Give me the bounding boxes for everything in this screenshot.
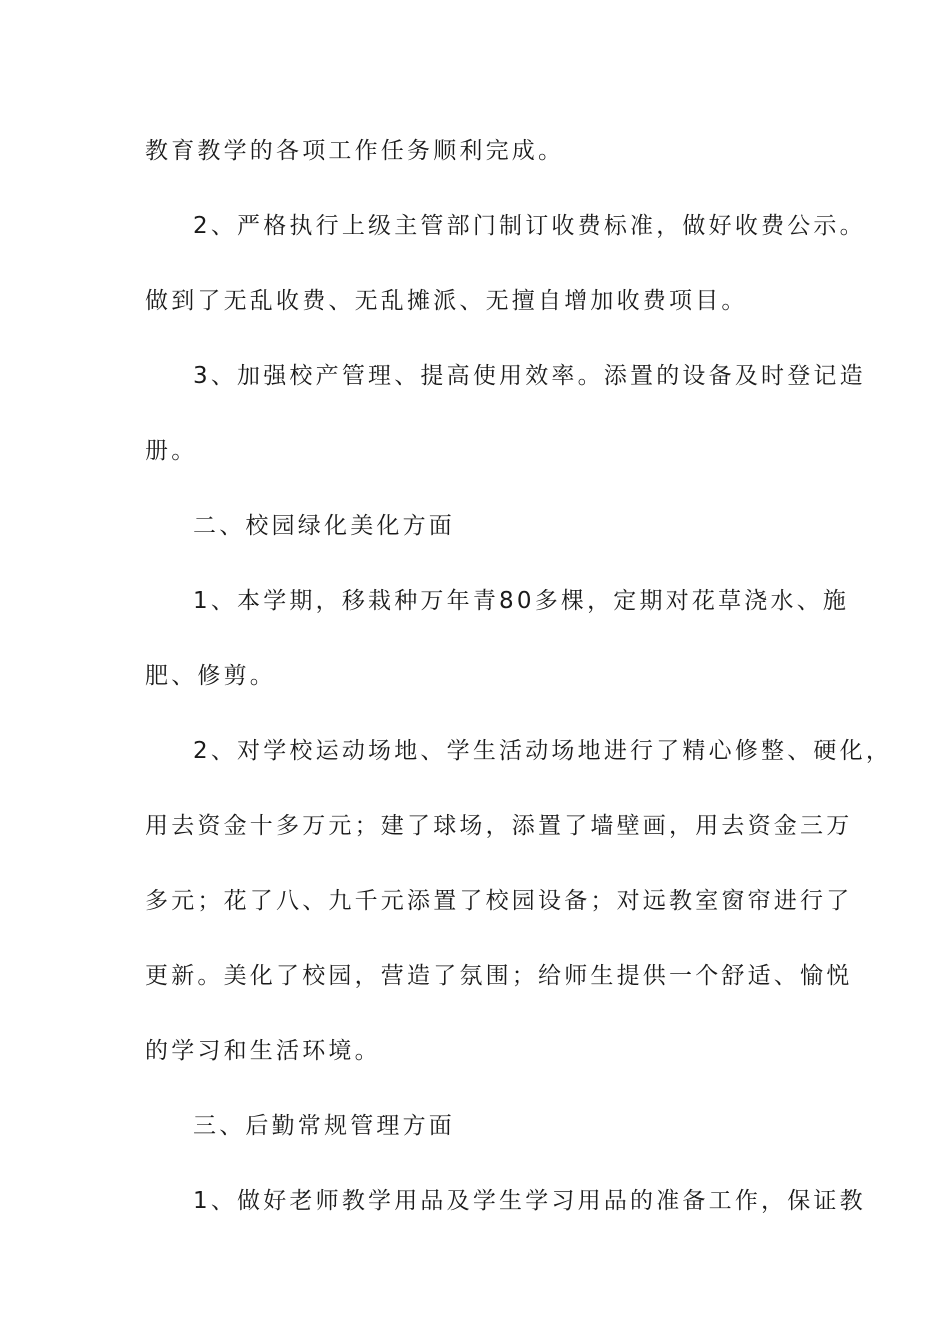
paragraph-line: 多元；花了八、九千元添置了校园设备；对远教室窗帘进行了	[145, 888, 853, 914]
paragraph-line: 更新。美化了校园，营造了氛围；给师生提供一个舒适、愉悦	[145, 963, 853, 989]
paragraph-line: 用去资金十多万元；建了球场，添置了墙壁画，用去资金三万	[145, 813, 853, 839]
paragraph-line: 的学习和生活环境。	[145, 1038, 381, 1064]
paragraph-line: 2、对学校运动场地、学生活动场地进行了精心修整、硬化，	[193, 738, 893, 764]
section-heading: 三、后勤常规管理方面	[193, 1113, 455, 1139]
section-heading: 二、校园绿化美化方面	[193, 513, 455, 539]
paragraph-line: 2、严格执行上级主管部门制订收费标准，做好收费公示。	[193, 213, 866, 239]
paragraph-line: 1、本学期，移栽种万年青80多棵，定期对花草浇水、施	[193, 588, 850, 614]
paragraph-line: 做到了无乱收费、无乱摊派、无擅自增加收费项目。	[145, 288, 748, 314]
paragraph-line: 肥、修剪。	[145, 663, 276, 689]
paragraph-line: 册。	[145, 438, 198, 464]
paragraph-line: 3、加强校产管理、提高使用效率。添置的设备及时登记造	[193, 363, 866, 389]
paragraph-line: 1、做好老师教学用品及学生学习用品的准备工作，保证教	[193, 1188, 866, 1214]
paragraph-line: 教育教学的各项工作任务顺利完成。	[145, 138, 565, 164]
